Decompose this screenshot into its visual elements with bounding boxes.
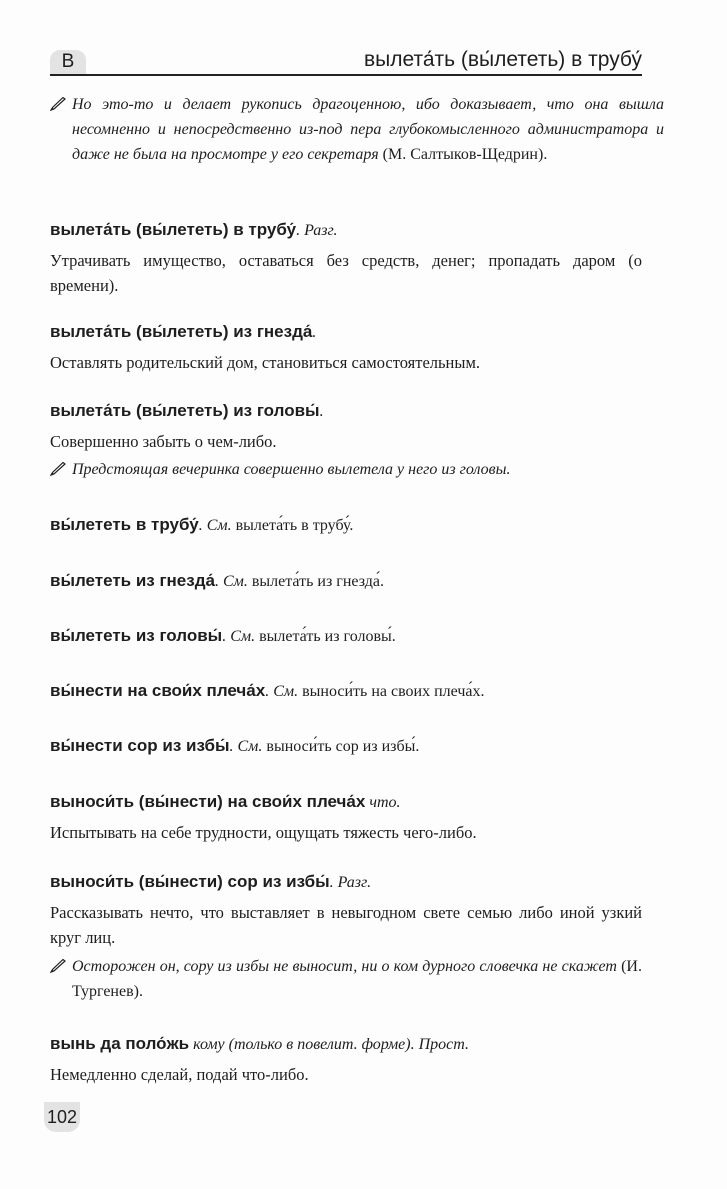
header-rule <box>50 74 642 76</box>
entry-headword: вы́лететь в трубу́. См. вылета́ть в трубу́. <box>50 515 354 534</box>
entry-definition: Совершенно забыть о чем-либо. <box>50 432 277 451</box>
entry <box>50 870 642 1004</box>
entry-definition: Рассказывать нечто, что выставляет в невыгодном свете семью либо иной узкий круг лиц. <box>50 903 642 947</box>
entry-definition: Немедленно сделай, подай что-либо. <box>50 1065 309 1084</box>
entry-mark: . Разг. <box>296 222 338 239</box>
entry-headword: вылета́ть (вы́лететь) из головы́. <box>50 401 324 420</box>
entry-reference[interactable]: выноси́ть сор из избы́. <box>262 738 420 755</box>
entry-headword: выноси́ть (вы́нести) на свои́х плеча́х что. <box>50 792 401 811</box>
page-header <box>50 42 642 76</box>
entry-headword: вы́лететь из гнезда́. См. вылета́ть из гнезда́. <box>50 571 384 590</box>
entry-headword: вынь да поло́жь кому (только в повелит. форме). Прост. <box>50 1034 469 1053</box>
letter-tab: В <box>50 50 86 74</box>
entry <box>50 399 642 482</box>
entry-reference[interactable]: выноси́ть на своих плеча́х. <box>298 683 485 700</box>
entry <box>50 1032 642 1087</box>
entry-reference[interactable]: вылета́ть из гнезда́. <box>247 573 384 590</box>
entry-reference[interactable]: вылета́ть из головы́. <box>255 628 396 645</box>
entry-mark: что. <box>365 794 401 811</box>
entry-mark: . Разг. <box>329 874 372 891</box>
entry-mark: . См. <box>265 683 299 700</box>
entry-definition: Утрачивать имущество, оставаться без средств, денег; пропадать даром (о времени). <box>50 251 642 295</box>
entry <box>50 513 642 538</box>
entry-headword: вылета́ть (вы́лететь) из гнезда́. <box>50 322 317 341</box>
entry-mark: . См. <box>214 573 248 590</box>
entry-example: Предстоящая вечеринка совершенно вылетела у него из головы. <box>50 457 642 482</box>
entry-mark: . См. <box>229 738 263 755</box>
entry-definition: Оставлять родительский дом, становиться самостоятельным. <box>50 353 481 372</box>
entry <box>50 218 642 298</box>
entry-example: Осторожен он, сору из избы не выносит, ни о ком дурного словечка не скажет (И. Тургенев). <box>50 954 642 1004</box>
entry-mark: . См. <box>198 517 232 534</box>
example-author: (М. Салтыков-Щедрин). <box>378 146 548 163</box>
entry-headword: вы́лететь из головы́. См. вылета́ть из головы́. <box>50 626 396 645</box>
entry-headword: вылета́ть (вы́лететь) в трубу́. Разг. <box>50 220 338 239</box>
entry <box>50 790 642 845</box>
entry-definition: Испытывать на себе трудности, ощущать тяжесть чего-либо. <box>50 823 477 842</box>
entry-reference[interactable]: вылета́ть в трубу́. <box>231 517 354 534</box>
entry-headword: выноси́ть (вы́нести) сор из избы́. Разг. <box>50 872 372 891</box>
entry-mark: кому (только в повелит. форме). Прост. <box>189 1036 469 1053</box>
top-example <box>50 92 664 167</box>
entry-headword: вы́нести на свои́х плеча́х. См. выноси́ть на своих плеча́х. <box>50 681 485 700</box>
entry-mark: . <box>312 324 317 341</box>
example-author: (И. Тургенев). <box>72 958 642 1000</box>
entry <box>50 679 642 704</box>
entry <box>50 569 642 594</box>
entry <box>50 734 642 759</box>
pen-icon <box>50 959 66 973</box>
entry-headword: вы́нести сор из избы́. См. выноси́ть сор из избы́. <box>50 736 420 755</box>
entry <box>50 320 642 375</box>
entry-mark: . <box>319 403 324 420</box>
entry <box>50 624 642 649</box>
running-head: вылета́ть (вы́лететь) в трубу́ <box>363 48 642 71</box>
pen-icon <box>50 462 66 476</box>
entry-mark: . См. <box>222 628 256 645</box>
pen-icon <box>50 97 66 111</box>
page-number: 102 <box>44 1102 80 1132</box>
example-text: Но это-то и делает рукопись драгоценною, ибо доказывает, что она вышла несомненно и непосредственно из-под пера глубокомысленного администратора и даже не была на просмотре у его секретаря <box>72 96 664 163</box>
